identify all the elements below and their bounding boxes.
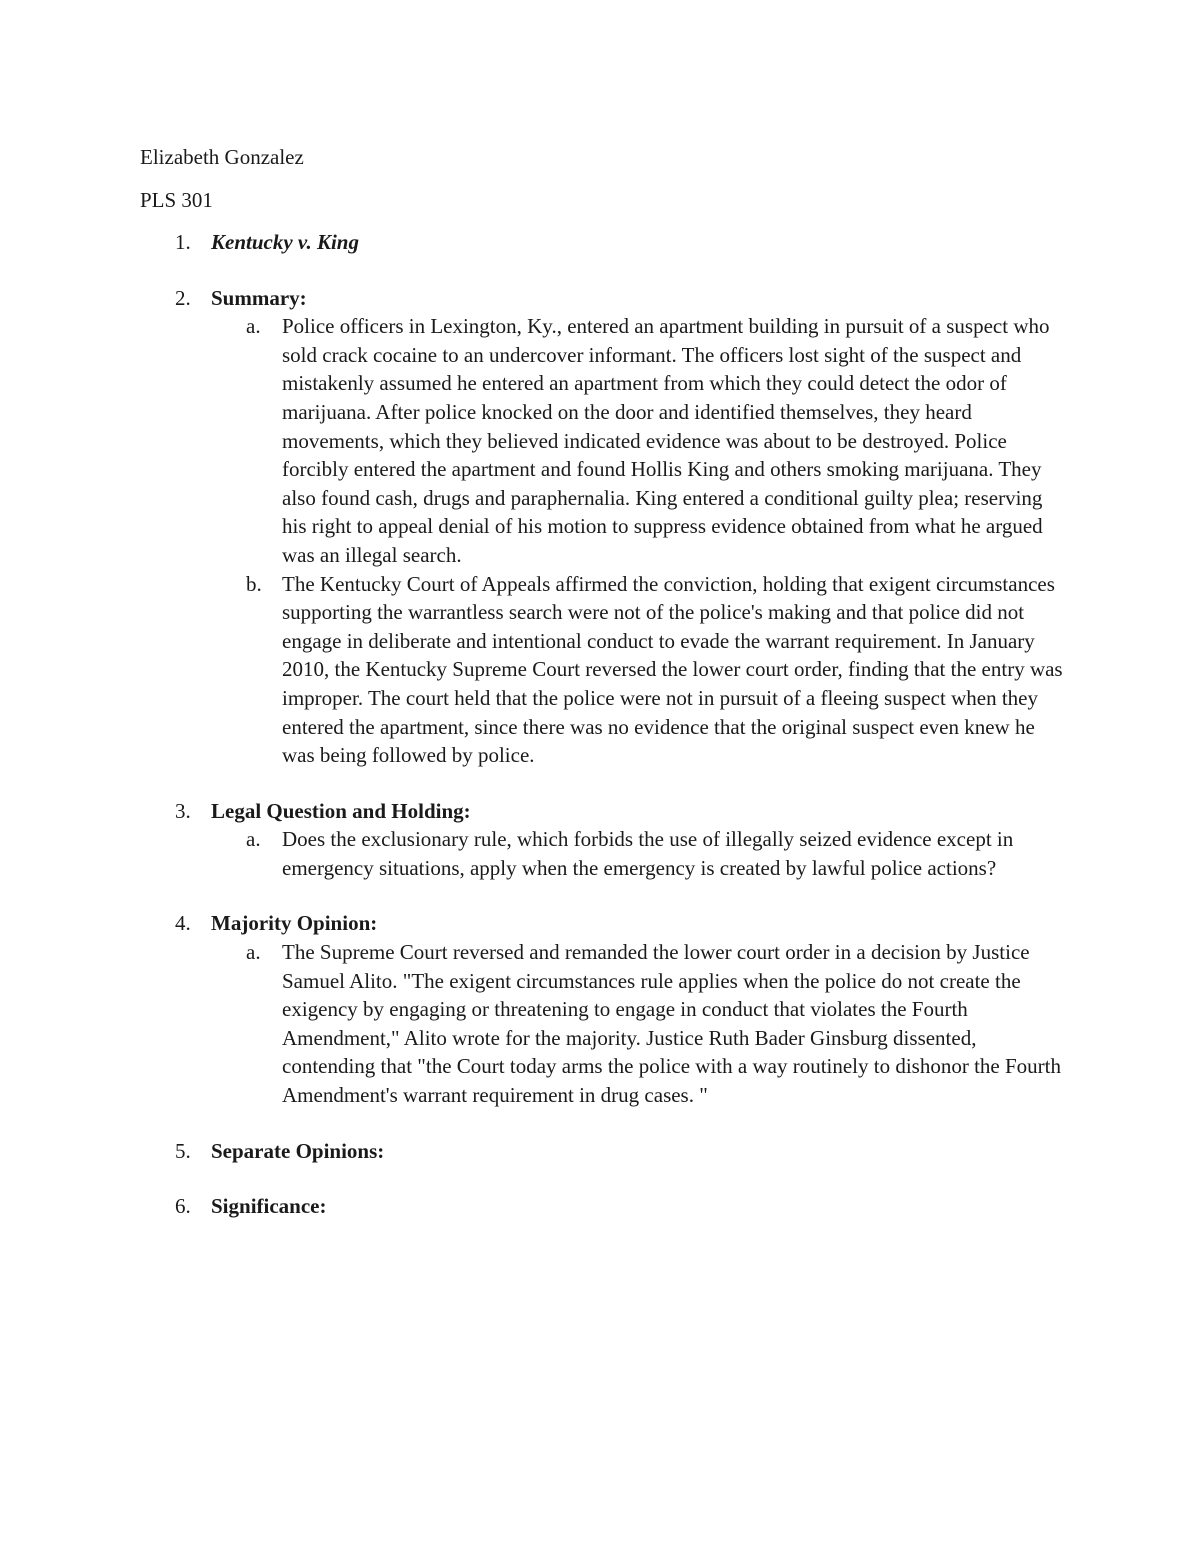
summary-sub-item-b [211,570,1070,770]
case-brief-outline [140,228,1070,1221]
legal-question-sub-list [211,825,1070,882]
sub-item-letter: a. [246,940,261,965]
author-name: Elizabeth Gonzalez [140,145,304,169]
section-heading-majority-opinion: Majority Opinion: [211,911,378,936]
outline-item-summary [140,284,1070,770]
outline-item-case-name [140,228,1070,257]
case-title: Kentucky v. King [211,230,359,254]
legal-question-paragraph: Does the exclusionary rule, which forbids the use of illegally seized evidence except in emergency situations, apply when the emergency is created by lawful police actions? [282,827,1014,880]
summary-sub-list [211,312,1070,770]
course-code: PLS 301 [140,188,213,212]
majority-opinion-paragraph: The Supreme Court reversed and remanded the lower court order in a decision by Justice Samuel Alito. "The exigent circumstances rule applies when the police do not create the exigency by engaging or threatening to engage in conduct that violates the Fourth Amendment," Alito wrote for the majority. Justice Ruth Bader Ginsburg dissented, contending that "the Court today arms the police with a way routinely to dishonor the Fourth Amendment's warrant requirement in drug cases. " [282,940,1062,1108]
summary-sub-item-a [211,312,1070,569]
majority-opinion-sub-item-a [211,938,1070,1110]
item-number: 6. [175,1194,191,1219]
sub-item-letter: b. [246,571,262,596]
summary-paragraph-procedural-history: The Kentucky Court of Appeals affirmed the conviction, holding that exigent circumstances supporting the warrantless search were not of the police's making and that police did not engage in deliberate and intentional conduct to evade the warrant requirement. In January 2010, the Kentucky Supreme Court reversed the lower court order, finding that the entry was improper. The court held that the police were not in pursuit of a fleeing suspect when they entered the apartment, since there was no evidence that the original suspect even knew he was being followed by police. [282,571,1063,768]
section-heading-separate-opinions: Separate Opinions: [211,1138,385,1163]
majority-opinion-sub-list [211,938,1070,1110]
outline-item-significance [140,1192,1070,1221]
section-heading-significance: Significance: [211,1194,327,1219]
outline-item-legal-question [140,797,1070,883]
outline-item-separate-opinions [140,1137,1070,1166]
sub-item-letter: a. [246,314,261,339]
item-number: 2. [175,285,191,310]
item-number: 1. [175,230,191,254]
section-heading-summary: Summary: [211,285,307,310]
item-number: 5. [175,1138,191,1163]
sub-item-letter: a. [246,827,261,852]
legal-question-sub-item-a [211,825,1070,882]
outline-item-majority-opinion [140,909,1070,1109]
summary-paragraph-facts: Police officers in Lexington, Ky., entered an apartment building in pursuit of a suspect who sold crack cocaine to an undercover informant. The officers lost sight of the suspect and mistakenly assumed he entered an apartment from which they could detect the odor of marijuana. After police knocked on the door and identified themselves, they heard movements, which they believed indicated evidence was about to be destroyed. Police forcibly entered the apartment and found Hollis King and others smoking marijuana. They also found cash, drugs and paraphernalia. King entered a conditional guilty plea; reserving his right to appeal denial of his motion to suppress evidence obtained from what he argued was an illegal search. [282,314,1050,567]
item-number: 4. [175,911,191,936]
item-number: 3. [175,798,191,823]
section-heading-legal-question: Legal Question and Holding: [211,798,471,823]
